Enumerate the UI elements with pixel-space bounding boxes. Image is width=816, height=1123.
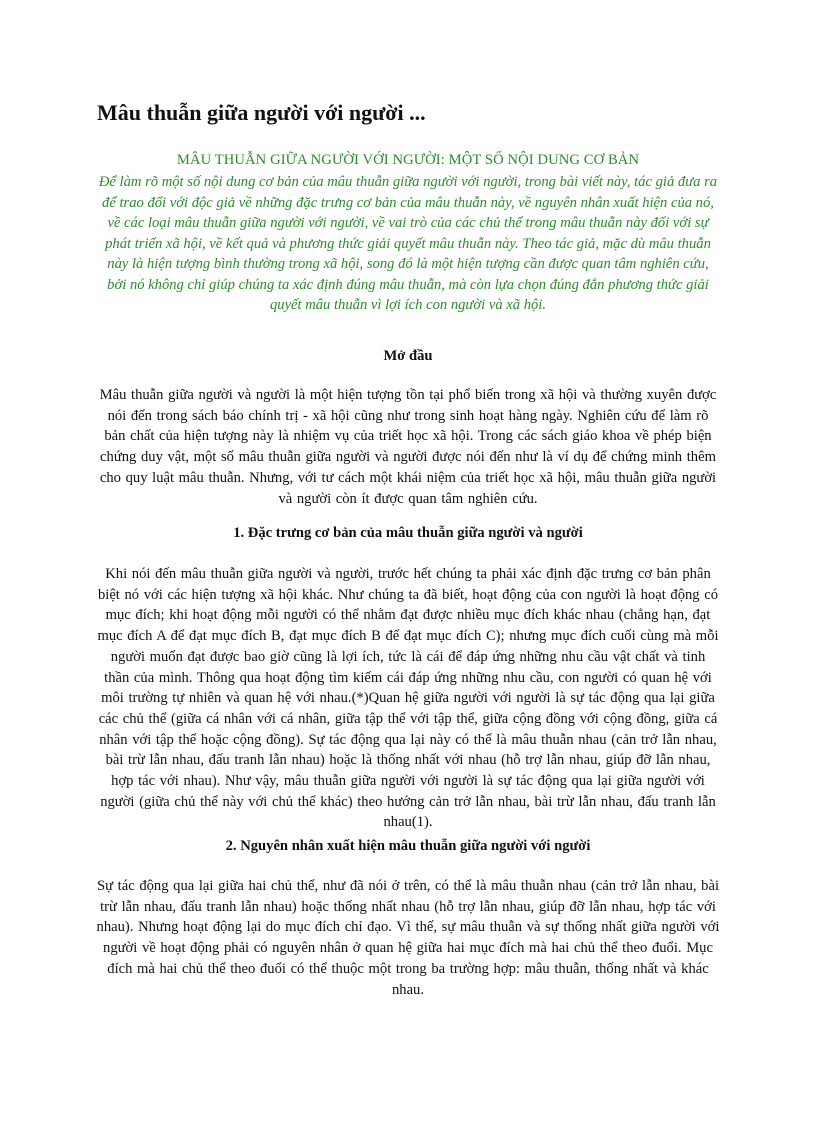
document-title: Mâu thuẫn giữa người với người ... — [97, 100, 426, 125]
section1-title: 1. Đặc trưng cơ bản của mâu thuẫn giữa người và người — [233, 525, 583, 541]
section2-title: 2. Nguyên nhân xuất hiện mâu thuẫn giữa người với người — [225, 838, 591, 854]
intro-title: Mở đầu — [383, 348, 433, 364]
section2-paragraph: Sự tác động qua lại giữa hai chủ thể, như đã nói ở trên, có thể là mâu thuẫn nhau (cản trở lẫn nhau, bài trừ lẫn nhau, đấu tranh lẫn nhau) hoặc thống nhất nhau (hỗ trợ lẫn nhau, giúp đỡ lẫn nhau, hợp tác với nhau). Nhưng hoạt động lại do mục đích chỉ đạo. Vì thế, sự mâu thuẫn và sự thống nhất giữa người với người về hoạt động phải có nguyên nhân ở quan hệ giữa hai mục đích mà hai chủ thể theo đuổi. Mục đích mà hai chủ thể theo đuổi có thể thuộc một trong ba trường hợp: mâu thuẫn, thống nhất và khác nhau. — [96, 878, 720, 998]
intro-paragraph: Mâu thuẫn giữa người và người là một hiện tượng tồn tại phổ biến trong xã hội và thường xuyên được nói đến trong sách báo chính trị - xã hội cũng như trong sinh hoạt hàng ngày. Nghiên cứu để làm rõ bản chất của hiện tượng này là nhiệm vụ của triết học xã hội. Trong các sách giáo khoa về phép biện chứng duy vật, một số mâu thuẫn giữa người và người được nói đến như là ví dụ để chứng minh thêm cho quy luật mâu thuẫn. Nhưng, với tư cách một khái niệm của triết học xã hội, mâu thuẫn giữa người và người còn ít được quan tâm nghiên cứu. — [99, 387, 717, 507]
section1-paragraph: Khi nói đến mâu thuẫn giữa người và người, trước hết chúng ta phải xác định đặc trưng cơ bản phân biệt nó với các hiện tượng xã hội khác. Như chúng ta đã biết, hoạt động của con người là hoạt động có mục đích; khi hoạt động mỗi người có thể nhằm đạt được nhiều mục đích khác nhau (chẳng hạn, đạt mục đích A để đạt mục đích B, đạt mục đích B để đạt mục đích C); nhưng mục đích cuối cùng mà mỗi người muốn đạt được bao giờ cũng là lợi ích, tức là cái để đáp ứng những nhu cầu vật chất và tinh thần của mình. Thông qua hoạt động tìm kiếm cái đáp ứng những nhu cầu, con người có quan hệ với môi trường tự nhiên và quan hệ với nhau.(*)Quan hệ giữa người với người là sự tác động qua lại giữa các chủ thể (giữa cá nhân với cá nhân, giữa tập thể với tập thể, giữa cộng đồng với cộng đồng, giữa cá nhân với tập thể hoặc cộng đồng). Sự tác động qua lại này có thể là mâu thuẫn nhau (cản trở lẫn nhau, bài trừ lẫn nhau, đấu tranh lẫn nhau) hoặc là thống nhất với nhau (hỗ trợ lẫn nhau, giúp đỡ lẫn nhau, hợp tác với nhau). Như vậy, mâu thuẫn giữa người với người là sự tác động qua lại giữa người với người (giữa chủ thể này với chủ thể khác) theo hướng cản trở lẫn nhau, bài trừ lẫn nhau, đấu tranh lẫn nhau(1). — [97, 566, 719, 831]
article-heading: MÂU THUẪN GIỮA NGƯỜI VỚI NGƯỜI: MỘT SỐ NỘI DUNG CƠ BẢN — [176, 152, 640, 168]
article-abstract: Để làm rõ một số nội dung cơ bản của mâu thuẫn giữa người với người, trong bài viết này, tác giả đưa ra để trao đổi với độc giả về những đặc trưng cơ bản của mâu thuẫn này, về nguyên nhân xuất hiện của nó, về các loại mâu thuẫn giữa người với người, về vai trò của các chủ thể trong mâu thuẫn này đối với sự phát triển xã hội, về kết quả và phương thức giải quyết mâu thuẫn này. Theo tác giả, mặc dù mâu thuẫn này là hiện tượng bình thường trong xã hội, song đó là một hiện tượng cần được quan tâm nghiên cứu, bởi nó không chỉ giúp chúng ta xác định đúng mâu thuẫn, mà còn lựa chọn đúng đắn phương thức giải quyết mâu thuẫn vì lợi ích con người và xã hội. — [98, 174, 718, 313]
